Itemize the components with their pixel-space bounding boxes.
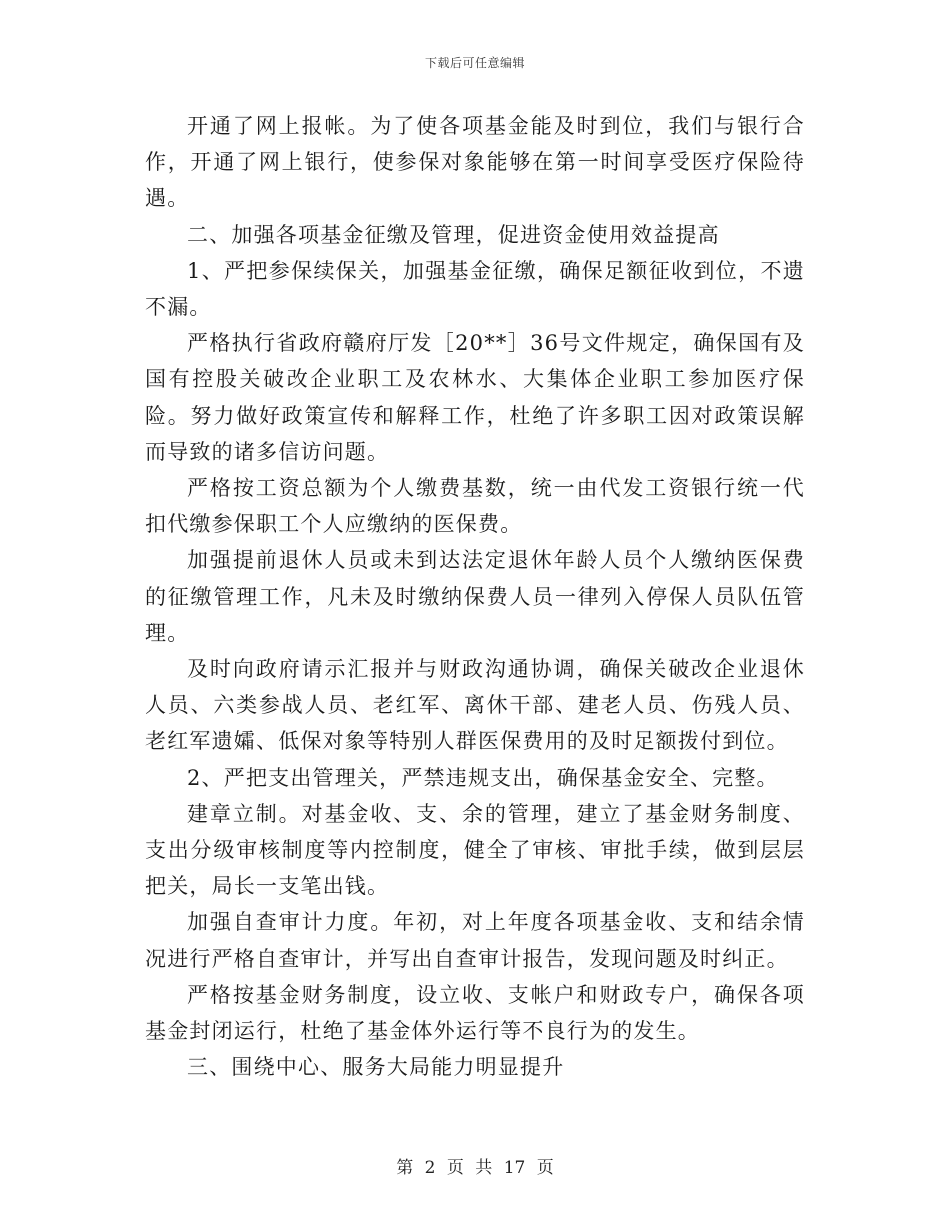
paragraph: 及时向政府请示汇报并与财政沟通协调，确保关破改企业退休人员、六类参战人员、老红军、离休干部、建老人员、伤残人员、老红军遗孀、低保对象等特别人群医保费用的及时足额拨付到位。: [145, 657, 805, 754]
paragraph: 严格按工资总额为个人缴费基数，统一由代发工资银行统一代扣代缴参保职工个人应缴纳的医保费。: [145, 476, 805, 537]
subsection-heading: 2、严把支出管理关，严禁违规支出，确保基金安全、完整。: [187, 765, 779, 790]
paragraph: 开通了网上报帐。为了使各项基金能及时到位，我们与银行合作，开通了网上银行，使参保对象能够在第一时间享受医疗保险待遇。: [145, 114, 805, 211]
paragraph: 加强提前退休人员或未到达法定退休年龄人员个人缴纳医保费的征缴管理工作，凡未及时缴纳保费人员一律列入停保人员队伍管理。: [145, 548, 805, 645]
page-content: [145, 108, 805, 1085]
page-header: 下载后可任意编辑: [424, 56, 525, 70]
section-heading: 二、加强各项基金征缴及管理，促进资金使用效益提高: [187, 222, 720, 247]
section-heading: 三、围绕中心、服务大局能力明显提升: [187, 1055, 565, 1080]
paragraph: 建章立制。对基金收、支、余的管理，建立了基金财务制度、支出分级审核制度等内控制度，健全了审核、审批手续，做到层层把关，局长一支笔出钱。: [145, 801, 805, 899]
page-number: 第 2 页 共 17 页: [396, 1158, 554, 1178]
paragraph: 严格执行省政府赣府厅发［20**］36号文件规定，确保国有及国有控股关破改企业职工及农林水、大集体企业职工参加医疗保险。努力做好政策宣传和解释工作，杜绝了许多职工因对政策误解而导致的诸多信访问题。: [145, 331, 805, 464]
paragraph: 加强自查审计力度。年初，对上年度各项基金收、支和结余情况进行严格自查审计，并写出自查审计报告，发现问题及时纠正。: [145, 910, 805, 971]
subsection-heading: 1、严把参保续保关，加强基金征缴，确保足额征收到位，不遗不漏。: [145, 258, 805, 320]
paragraph: 严格按基金财务制度，设立收、支帐户和财政专户，确保各项基金封闭运行，杜绝了基金体外运行等不良行为的发生。: [145, 982, 805, 1044]
